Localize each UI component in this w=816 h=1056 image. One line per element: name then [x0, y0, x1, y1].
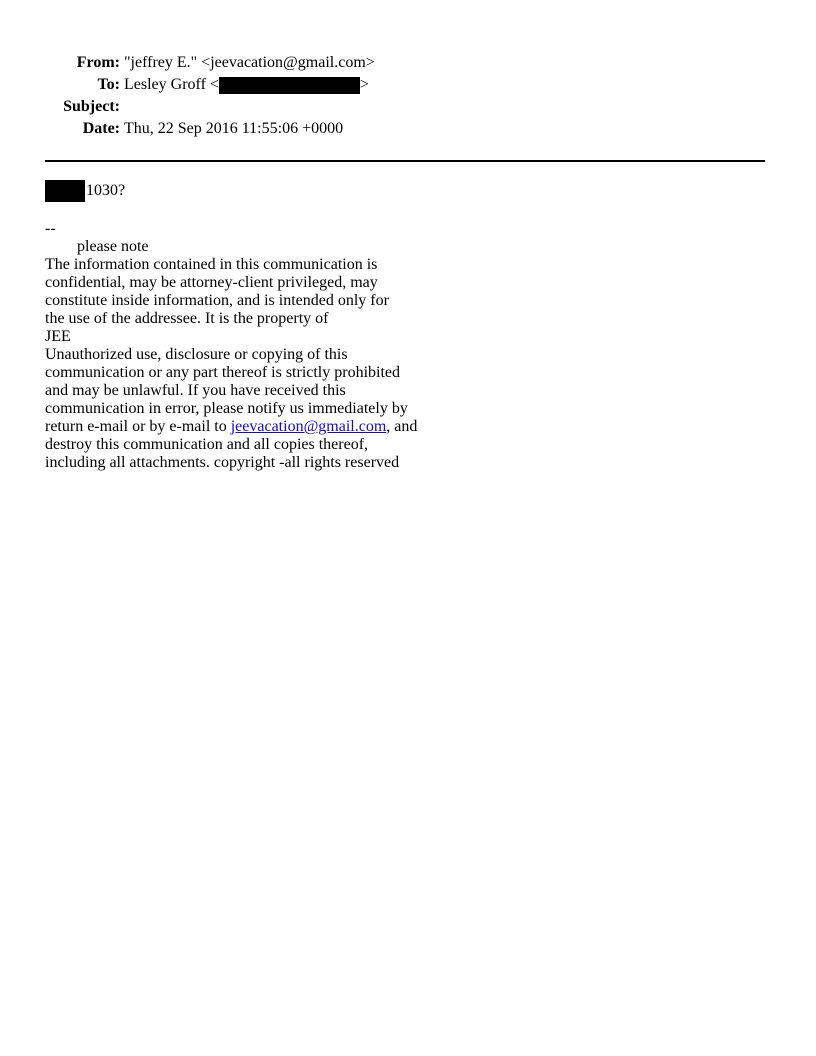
disclaimer-line: and may be unlawful. If you have received this — [45, 382, 346, 399]
from-row — [0, 53, 816, 75]
disclaimer-line: The information contained in this communication is — [45, 256, 378, 273]
subject-label: Subject: — [63, 98, 120, 115]
from-value: "jeffrey E." <jeevacation@gmail.com> — [124, 54, 375, 71]
from-label: From: — [76, 54, 120, 71]
disclaimer-line: including all attachments. copyright -all rights reserved — [45, 454, 400, 471]
email-body — [45, 180, 465, 472]
to-name: Lesley Groff < — [124, 76, 219, 93]
to-label: To: — [97, 76, 120, 93]
disclaimer-line: destroy this communication and all copies thereof, — [45, 436, 369, 453]
return-prefix: return e-mail or by e-mail to — [45, 418, 231, 435]
disclaimer-line: constitute inside information, and is intended only for — [45, 292, 389, 309]
return-suffix: , and — [386, 418, 418, 435]
disclaimer-line: the use of the addressee. It is the property of — [45, 310, 329, 327]
date-label: Date: — [82, 120, 120, 137]
to-close: > — [359, 76, 369, 93]
disclaimer-line: communication in error, please notify us immediately by — [45, 400, 408, 417]
disclaimer-line — [45, 418, 465, 436]
to-value — [124, 75, 369, 95]
redaction-block — [45, 180, 85, 202]
disclaimer-line: communication or any part thereof is strictly prohibited — [45, 364, 401, 381]
subject-row — [0, 97, 816, 119]
signature-separator: -- — [45, 220, 56, 237]
redaction-block — [219, 77, 360, 94]
please-note: please note — [77, 238, 149, 255]
message-text: 1030? — [86, 182, 126, 199]
to-row — [0, 75, 816, 97]
disclaimer — [45, 256, 465, 472]
disclaimer-line: confidential, may be attorney-client privileged, may — [45, 274, 378, 291]
date-row — [0, 119, 816, 141]
message-line — [45, 180, 465, 202]
header-divider — [45, 160, 765, 162]
email-link[interactable]: jeevacation@gmail.com — [230, 418, 387, 435]
email-header — [0, 53, 816, 141]
disclaimer-line: JEE — [45, 328, 71, 345]
date-value: Thu, 22 Sep 2016 11:55:06 +0000 — [124, 120, 344, 137]
disclaimer-line: Unauthorized use, disclosure or copying of this — [45, 346, 348, 363]
